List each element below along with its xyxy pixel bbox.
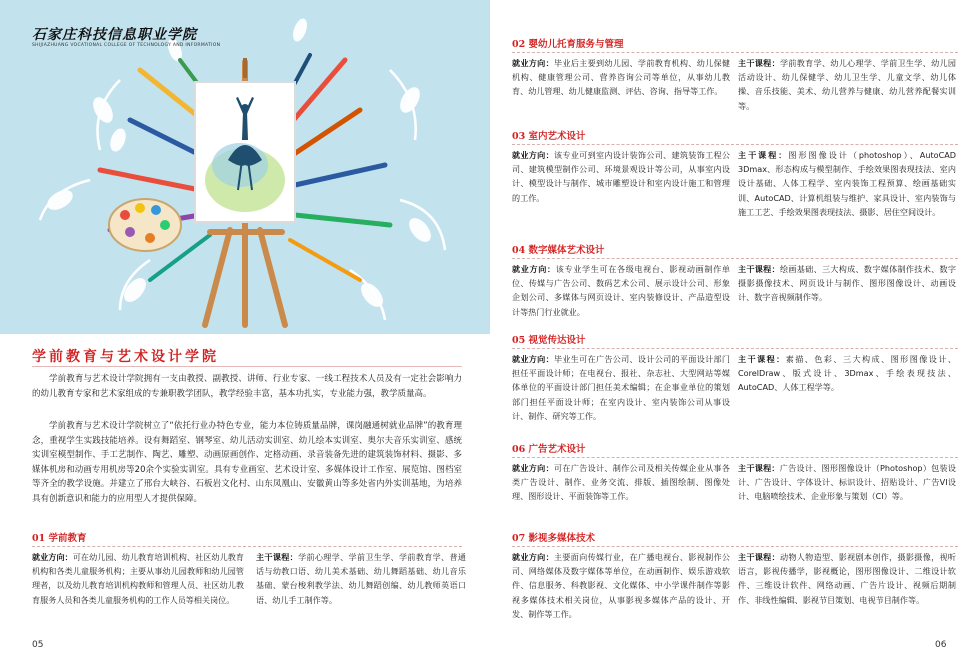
major-courses bbox=[738, 550, 956, 607]
major-courses bbox=[738, 262, 956, 305]
major-heading-04: 04 数字媒体艺术设计 bbox=[512, 245, 605, 256]
school-name: 石家庄科技信息职业学院 bbox=[32, 27, 197, 43]
section-divider bbox=[512, 546, 958, 547]
title-divider bbox=[32, 366, 462, 367]
direction-text: 该专业学生可在各级电视台、影视动画制作单位、传媒与广告公司、数码艺术公司、展示设计公司、形象企划公司、多媒体与网页设计、室内装修设计、产品造型设计等热门行业就业。 bbox=[512, 264, 730, 317]
direction-text: 可在幼儿园、幼儿教育培训机构、社区幼儿教育机构和各类儿童服务机构；主要从事幼儿园教师和幼儿园管理者，以及幼儿教育培训机构教师和管理人员、社区幼儿教育服务人员和各类儿童服务机构的工作人员等相关岗位。 bbox=[32, 552, 244, 605]
course-label: 主干课程： bbox=[738, 354, 786, 364]
direction-text: 毕业生可在广告公司、设计公司的平面设计部门担任平面设计师；在电视台、报社、杂志社、大型网站等媒体单位的平面设计部门担任美术编辑；在企事业单位的策划部门担任平面设计师；在室内设计、室内装饰公司从事设计、制作、研究等工作。 bbox=[512, 354, 730, 421]
major-direction bbox=[512, 262, 730, 319]
right-page bbox=[490, 0, 980, 670]
school-name-en: SHIJIAZHUANG VOCATIONAL COLLEGE OF TECHNOLOGY AND INFORMATION bbox=[32, 43, 221, 48]
major-heading-01: 01 学前教育 bbox=[32, 533, 87, 544]
major-direction bbox=[512, 148, 730, 205]
major-heading-03: 03 室内艺术设计 bbox=[512, 131, 586, 142]
page-number-right: 06 bbox=[935, 640, 947, 650]
section-divider bbox=[512, 144, 958, 145]
intro-paragraph-1: 学前教育与艺术设计学院拥有一支由教授、副教授、讲师、行业专家、一线工程技术人员及有一定社会影响力的幼儿教育专家和艺术家组成的专兼职教学团队，教学经验丰富，基本功扎实，专业能力强，教学质量高。 bbox=[32, 374, 462, 399]
page-number-left: 05 bbox=[32, 640, 44, 650]
course-text: 学前教育学、幼儿心理学、学前卫生学、幼儿园活动设计、幼儿保健学、幼儿卫生学、儿童文学、幼儿体操、音乐技能、美术、幼儿营养与健康、幼儿营养配餐实训等。 bbox=[738, 58, 956, 111]
direction-label: 就业方向： bbox=[512, 354, 554, 364]
course-text: 学前心理学、学前卫生学、学前教育学、普通话与幼教口语、幼儿美术基础、幼儿舞蹈基础、幼儿音乐基础、蒙台梭利教学法、幼儿舞蹈创编、幼儿教师英语口语、幼儿手工制作等。 bbox=[256, 552, 466, 605]
direction-label: 就业方向： bbox=[32, 552, 73, 562]
palette-icon bbox=[109, 199, 181, 251]
direction-text: 可在广告设计、制作公司及相关传媒企业从事各类广告设计、制作、业务交流、排版、插图绘制、图像处理、图形设计、平面装饰等工作。 bbox=[512, 463, 730, 502]
major-direction bbox=[512, 550, 730, 621]
major-heading-06: 06 广告艺术设计 bbox=[512, 444, 586, 455]
direction-label: 就业方向： bbox=[512, 463, 554, 473]
major-courses bbox=[738, 352, 956, 395]
course-label: 主干课程： bbox=[738, 58, 780, 68]
direction-text: 毕业后主要到幼儿园、学前教育机构、幼儿保健机构、健康管理公司、营养咨询公司等单位，从事幼儿教育、幼儿管理、幼儿健康监测、评估、咨询、指导等工作。 bbox=[512, 58, 730, 97]
major-direction bbox=[512, 56, 730, 99]
course-label: 主干课程： bbox=[738, 150, 789, 160]
major-heading-05: 05 视觉传达设计 bbox=[512, 335, 586, 346]
major-direction bbox=[512, 352, 730, 423]
course-label: 主干课程： bbox=[738, 552, 780, 562]
intro-paragraph-2: 学前教育与艺术设计学院树立了“依托行业办特色专业，能力本位铸质量品牌，课岗融通树就业品牌”的教育理念，重视学生实践技能培养。设有舞蹈室、钢琴室、幼儿活动实训室、幼儿绘本实训室、奥尔夫音乐实训室、感统实训室模型制作、手工艺制作、陶艺、雕塑、动画原画创作、定格动画、录音装备先进的建筑装饰材料、摄影、多媒体机房和动画专用机房等20余个实验实训室。具有专业画室、艺术设计室、多媒体设计工作室、展览馆、图档室等齐全的教学设施。并建立了邢台大峡谷、石板岩文化村、山东凤凰山、安徽黄山等多处省内外实训基地，为培养具有创新意识和能力的应用型人才提供保障。 bbox=[32, 421, 462, 504]
course-label: 主干课程： bbox=[738, 463, 780, 473]
major-direction bbox=[32, 550, 244, 607]
direction-label: 就业方向： bbox=[512, 58, 554, 68]
major-courses bbox=[738, 148, 956, 219]
direction-label: 就业方向： bbox=[512, 552, 554, 562]
major-courses bbox=[256, 550, 466, 607]
major-heading-02: 02 婴幼儿托育服务与管理 bbox=[512, 39, 624, 50]
art-supplies-illustration bbox=[0, 0, 490, 334]
direction-text: 该专业可到室内设计装饰公司、建筑装饰工程公司、建筑模型制作公司、环境景观设计等公司，从事室内设计、模型设计与制作、城市雕塑设计和室内设计施工和管理的工作。 bbox=[512, 150, 730, 203]
major-courses bbox=[738, 461, 956, 504]
section-divider bbox=[512, 258, 958, 259]
course-text: 素描、色彩、三大构成、图形图像设计、CorelDraw、版式设计、3Dmax、手绘表现技法、AutoCAD、人体工程学等。 bbox=[738, 354, 956, 393]
course-label: 主干课程： bbox=[256, 552, 299, 562]
college-title: 学前教育与艺术设计学院 bbox=[32, 349, 219, 365]
section-divider bbox=[32, 546, 462, 547]
course-text: 图形图像设计（photoshop）、AutoCAD 3Dmax、形态构成与模型制作、手绘效果图表现技法、室内设计基础、人体工程学、室内装饰工程预算、绘画基础实训、AutoCAD、计算机组装与维护、家具设计、室内装饰与施工工艺、手绘效果图表现技法、摄影、居住空间设计。 bbox=[738, 150, 956, 217]
major-heading-07: 07 影视多媒体技术 bbox=[512, 533, 596, 544]
section-divider bbox=[512, 348, 958, 349]
course-label: 主干课程： bbox=[738, 264, 780, 274]
course-text: 绘画基础、三大构成、数字媒体制作技术、数字摄影摄像技术、网页设计与制作、图形图像设计、动画设计、数字音视频制作等。 bbox=[738, 264, 956, 303]
major-courses bbox=[738, 56, 956, 113]
hero-illustration bbox=[0, 0, 490, 334]
major-direction bbox=[512, 461, 730, 504]
course-text: 动物人物造型、影视剧本创作，摄影摄像，视听语言，影视传播学，影视概论，图形图像设计、二维设计软件、三维设计软件、网络动画、广告片设计、视频后期制作、非线性编辑、影视节目策划、电视节目制作等。 bbox=[738, 552, 956, 605]
direction-label: 就业方向： bbox=[512, 150, 554, 160]
section-divider bbox=[512, 457, 958, 458]
direction-label: 就业方向： bbox=[512, 264, 556, 274]
section-divider bbox=[512, 52, 958, 53]
direction-text: 主要面向传媒行业，在广播电视台、影视制作公司、网络媒体及数字媒体等单位，在动画制作、娱乐游戏软件、信息服务、科教影视、文化媒体、中小学课件制作等影视多媒体技术相关岗位，从事影视多媒体产品的设计、开发、制作等工作。 bbox=[512, 552, 730, 619]
course-text: 广告设计、图形图像设计（Photoshop）包装设计、广告设计、字体设计、标识设计、招贴设计、广告VI设计、电脑喷绘技术、企业形象与策划（CI）等。 bbox=[738, 463, 956, 502]
